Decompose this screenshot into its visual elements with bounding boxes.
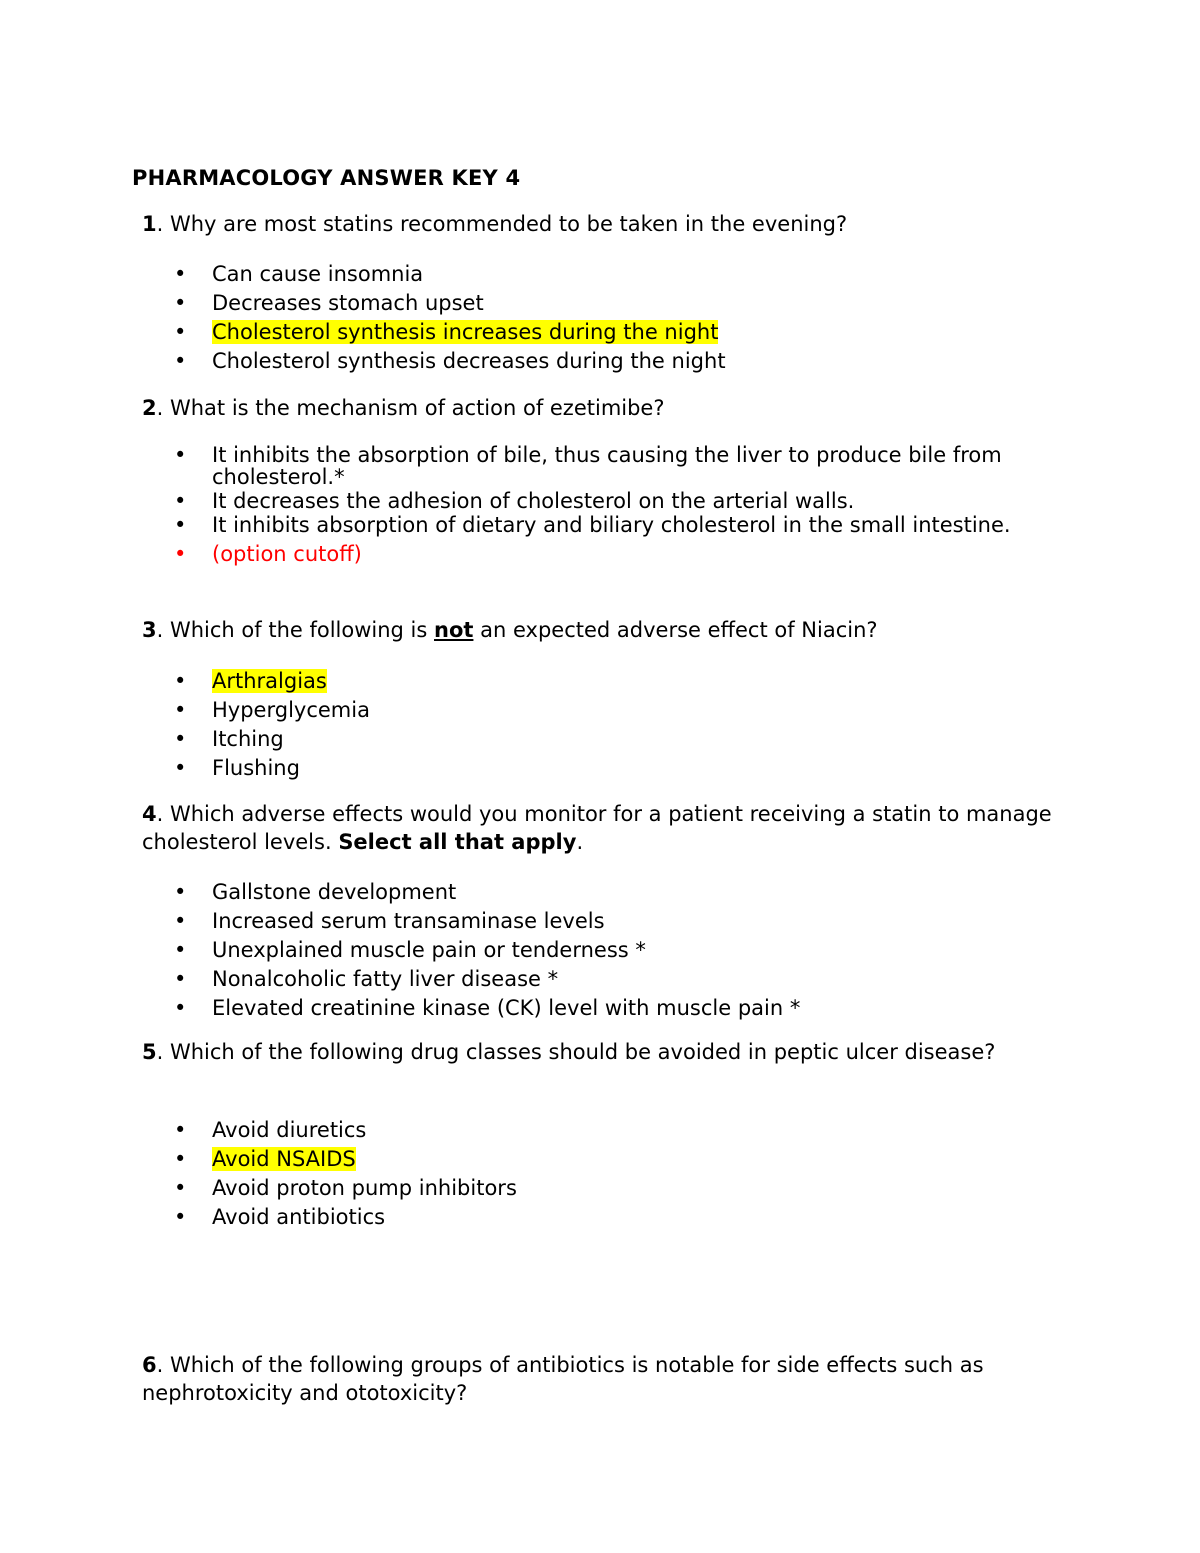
- question-3-options: [174, 670, 1054, 786]
- question-2-options: [174, 444, 1054, 572]
- highlighted-answer: Avoid NSAIDS: [212, 1147, 356, 1171]
- option-text: Can cause insomnia: [212, 262, 424, 286]
- bullet-icon: •: [174, 698, 187, 722]
- option: [174, 514, 1054, 536]
- bullet-icon: •: [174, 1205, 187, 1229]
- bullet-icon: •: [174, 513, 187, 537]
- highlighted-answer: Cholesterol synthesis increases during the night: [212, 320, 719, 344]
- bullet-icon: •: [174, 291, 187, 315]
- option-text: It inhibits the absorption of bile, thus causing the liver to produce bile from cholesterol.*: [212, 443, 1002, 489]
- bullet-icon: •: [174, 880, 187, 904]
- question-3: [142, 616, 1072, 644]
- option-text: Avoid antibiotics: [212, 1205, 386, 1229]
- option-text: It inhibits absorption of dietary and biliary cholesterol in the small intestine.: [212, 513, 1011, 537]
- question-5-options: [174, 1119, 1054, 1235]
- option: [174, 968, 1054, 990]
- question-number: 2: [142, 396, 157, 420]
- option: [174, 757, 1054, 779]
- question-number: 1: [142, 212, 157, 236]
- question-text: . Which adverse effects would you monitor for a patient receiving a statin to manage cholesterol levels.: [142, 802, 1052, 854]
- option-text: Hyperglycemia: [212, 698, 370, 722]
- option: [174, 263, 1054, 285]
- question-number: 5: [142, 1040, 157, 1064]
- question-4-options: [174, 881, 1054, 1026]
- option: [174, 728, 1054, 750]
- bullet-icon: •: [174, 349, 187, 373]
- option-text: Increased serum transaminase levels: [212, 909, 605, 933]
- option: [174, 939, 1054, 961]
- question-text: . Which of the following groups of antibiotics is notable for side effects such as nephrotoxicity and ototoxicity?: [142, 1353, 984, 1405]
- question-number: 4: [142, 802, 157, 826]
- question-1-options: [174, 263, 1054, 379]
- option: [174, 490, 1054, 512]
- option-text: Cholesterol synthesis decreases during the night: [212, 349, 726, 373]
- option: [174, 1119, 1054, 1141]
- option-correct: [174, 1148, 1054, 1170]
- option-text: Nonalcoholic fatty liver disease *: [212, 967, 559, 991]
- bullet-icon: •: [174, 996, 187, 1020]
- bullet-icon: •: [174, 320, 187, 344]
- option: [174, 350, 1054, 372]
- bullet-icon: •: [174, 542, 187, 566]
- question-text: . Which of the following drug classes should be avoided in peptic ulcer disease?: [156, 1040, 996, 1064]
- option-text: Avoid diuretics: [212, 1118, 367, 1142]
- question-text-end: an expected adverse effect of Niacin?: [473, 618, 878, 642]
- option-text: Flushing: [212, 756, 300, 780]
- option-text: Avoid proton pump inhibitors: [212, 1176, 517, 1200]
- question-number: 3: [142, 618, 157, 642]
- question-2: [142, 394, 1072, 422]
- question-number: 6: [142, 1353, 157, 1377]
- option: [174, 997, 1054, 1019]
- option: [174, 1177, 1054, 1199]
- option: [174, 699, 1054, 721]
- question-1: [142, 210, 1072, 238]
- highlighted-answer: Arthralgias: [212, 669, 327, 693]
- option-correct: [174, 670, 1054, 692]
- bullet-icon: •: [174, 967, 187, 991]
- bullet-icon: •: [174, 938, 187, 962]
- question-text: . Which of the following is: [156, 618, 435, 642]
- bullet-icon: •: [174, 1118, 187, 1142]
- bullet-icon: •: [174, 1147, 187, 1171]
- bullet-icon: •: [174, 443, 187, 467]
- option-text: Gallstone development: [212, 880, 457, 904]
- bullet-icon: •: [174, 1176, 187, 1200]
- option-text: Elevated creatinine kinase (CK) level with muscle pain *: [212, 996, 801, 1020]
- document-title: PHARMACOLOGY ANSWER KEY 4: [132, 166, 521, 190]
- option-text: Unexplained muscle pain or tenderness *: [212, 938, 646, 962]
- option: [174, 1206, 1054, 1228]
- question-5: [142, 1038, 1072, 1066]
- emphasis-text: Select all that apply: [338, 830, 577, 854]
- question-text: . What is the mechanism of action of ezetimibe?: [156, 396, 665, 420]
- question-text: . Why are most statins recommended to be taken in the evening?: [156, 212, 848, 236]
- option-text: (option cutoff): [212, 542, 362, 566]
- option-cutoff: [174, 543, 1054, 565]
- option-text: Itching: [212, 727, 284, 751]
- bullet-icon: •: [174, 669, 187, 693]
- question-text-end: .: [576, 830, 584, 854]
- question-4: [142, 800, 1072, 856]
- option: [174, 292, 1054, 314]
- bullet-icon: •: [174, 756, 187, 780]
- option: [174, 444, 1054, 488]
- bullet-icon: •: [174, 727, 187, 751]
- option: [174, 881, 1054, 903]
- question-6: [142, 1351, 1072, 1407]
- option-text: It decreases the adhesion of cholesterol on the arterial walls.: [212, 489, 855, 513]
- option-correct: [174, 321, 1054, 343]
- option: [174, 910, 1054, 932]
- option-text: Decreases stomach upset: [212, 291, 484, 315]
- emphasis-text: not: [434, 618, 474, 642]
- bullet-icon: •: [174, 909, 187, 933]
- bullet-icon: •: [174, 489, 187, 513]
- bullet-icon: •: [174, 262, 187, 286]
